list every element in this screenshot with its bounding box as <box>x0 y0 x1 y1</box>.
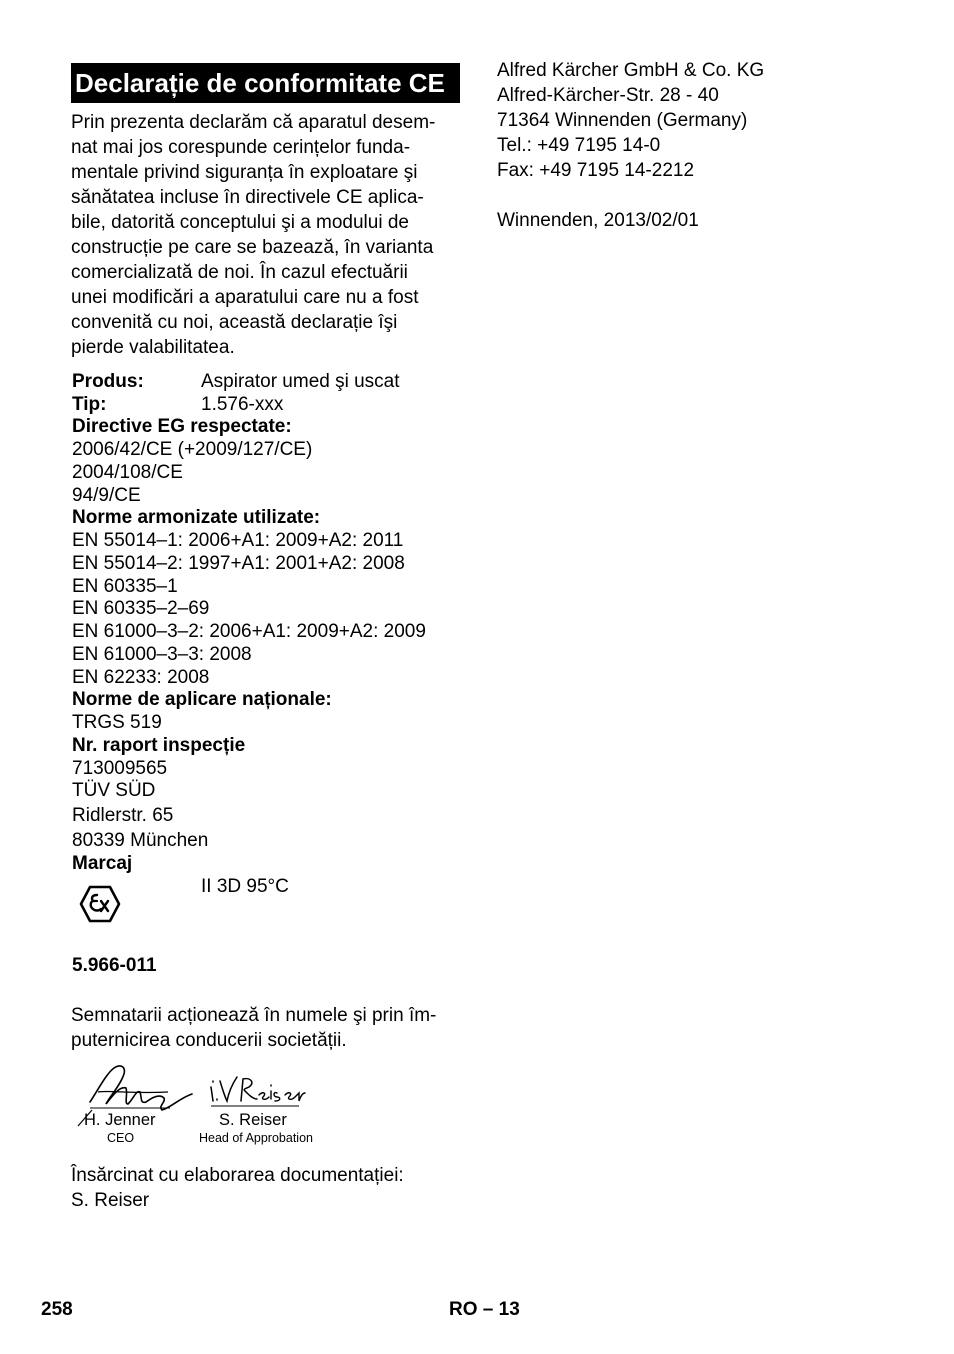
directives-label: Directive EG respectate: <box>72 416 292 437</box>
directive-item: 94/9/CE <box>72 485 141 506</box>
marking-label: Marcaj <box>72 853 133 874</box>
directive-item: 2004/108/CE <box>72 462 183 483</box>
national-norm-item: TRGS 519 <box>72 712 162 733</box>
norm-item: EN 60335–1 <box>72 576 178 597</box>
place-date: Winnenden, 2013/02/01 <box>497 210 699 231</box>
company-city: 71364 Winnenden (Germany) <box>497 110 748 131</box>
inspection-body: TÜV SÜD <box>72 780 156 801</box>
signatories-paragraph: Semnatarii acționează în numele şi prin îm- puternicirea conducerii societății. <box>71 1005 437 1051</box>
inspection-city: 80339 München <box>72 830 209 851</box>
inspection-number: 713009565 <box>72 758 168 779</box>
page-title: Declarație de conformitate CE <box>71 63 460 103</box>
company-block <box>497 58 917 233</box>
signature-reiser <box>205 1073 310 1109</box>
type-label: Tip: <box>72 394 107 415</box>
national-norms-label: Norme de aplicare naționale: <box>72 689 332 710</box>
norm-item: EN 62233: 2008 <box>72 667 210 688</box>
ex-hexagon-icon <box>78 884 122 924</box>
spacer <box>497 183 917 208</box>
signer-role-jenner: CEO <box>107 1131 135 1145</box>
documentation-name: S. Reiser <box>71 1190 150 1211</box>
page-number: 258 <box>41 1299 73 1320</box>
company-fax: Fax: +49 7195 14-2212 <box>497 160 695 181</box>
norm-item: EN 61000–3–2: 2006+A1: 2009+A2: 2009 <box>72 621 426 642</box>
norm-item: EN 61000–3–3: 2008 <box>72 644 252 665</box>
signer-name-reiser: S. Reiser <box>219 1111 287 1129</box>
signer-role-reiser: Head of Approbation <box>199 1131 313 1145</box>
company-name: Alfred Kärcher GmbH & Co. KG <box>497 60 765 81</box>
doc-number: 5.966-011 <box>72 955 157 976</box>
type-value: 1.576-xxx <box>201 394 284 415</box>
marking-value: II 3D 95°C <box>201 876 289 897</box>
company-tel: Tel.: +49 7195 14-0 <box>497 135 661 156</box>
product-label: Produs: <box>72 371 144 392</box>
harmonized-norms-label: Norme armonizate utilizate: <box>72 507 321 528</box>
page-label: RO – 13 <box>449 1299 520 1320</box>
norm-item: EN 55014–2: 1997+A1: 2001+A2: 2008 <box>72 553 405 574</box>
signer-name-jenner: H. Jenner <box>84 1111 156 1129</box>
directive-item: 2006/42/CE (+2009/127/CE) <box>72 439 313 460</box>
inspection-street: Ridlerstr. 65 <box>72 805 174 826</box>
intro-paragraph: Prin prezenta declarăm că aparatul desem- nat mai jos corespunde cerințelor funda- mentale privind siguranța în exploatare şi sănătatea incluse în directivele CE aplica- bile, datorită conceptului şi a modului de construcție pe care se bazează, în varianta comercializată de noi. În cazul efectuării unei modificări a aparatului care nu a fost convenită cu noi, această declarație îşi pierde valabilitatea. <box>71 112 436 358</box>
company-street: Alfred-Kärcher-Str. 28 - 40 <box>497 85 719 106</box>
documentation-label: Însărcinat cu elaborarea documentației: <box>71 1165 404 1186</box>
norm-item: EN 60335–2–69 <box>72 598 210 619</box>
norm-item: EN 55014–1: 2006+A1: 2009+A2: 2011 <box>72 530 404 551</box>
product-value: Aspirator umed şi uscat <box>201 371 400 392</box>
inspection-label: Nr. raport inspecție <box>72 735 246 756</box>
